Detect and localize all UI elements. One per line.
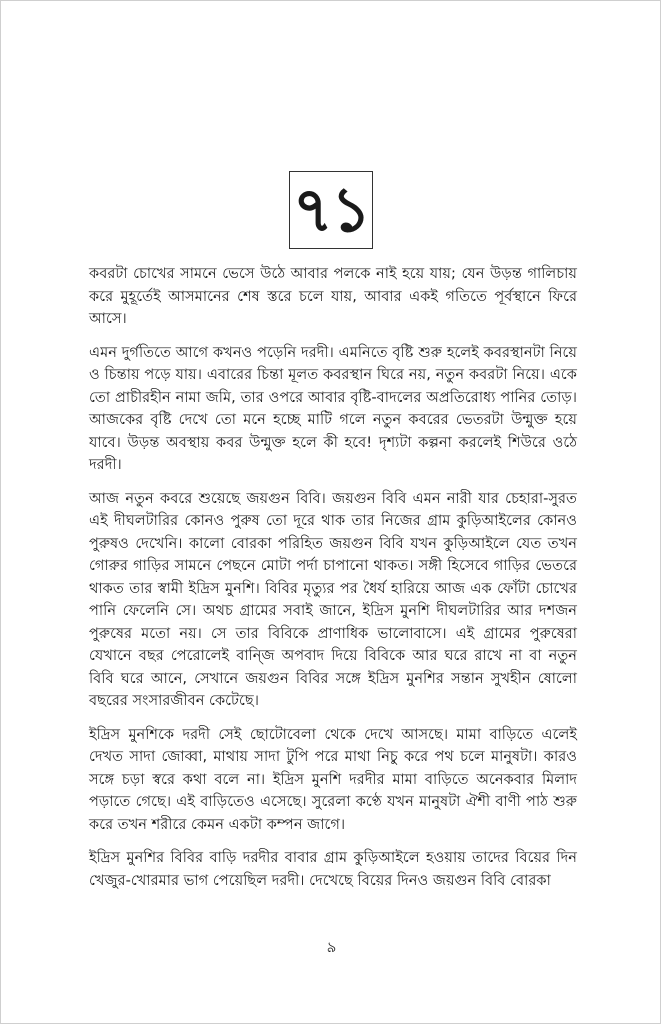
paragraph: ইদ্রিস মুনশির বিবির বাড়ি দরদীর বাবার গ্রাম কুড়িআইলে হওয়ায় তাদের বিয়ের দিন খেজুর-খোরমার ভাগ পেয়েছিল দরদী। দেখেছে বিয়ের দিনও জয়গুন বিবি বোরকা xyxy=(89,849,577,889)
paragraph: কবরটা চোখের সামনে ভেসে উঠে আবার পলকে নাই হয়ে যায়; যেন উড়ন্ত গালিচায় করে মুহূর্তেই আসমানের শেষ স্তরে চলে যায়, আবার একই গতিতে পূর্বস্থানে ফিরে আসে। xyxy=(89,265,577,327)
chapter-number-box xyxy=(289,171,373,249)
chapter-number: ৭১ xyxy=(292,173,370,246)
paragraph: আজ নতুন কবরে শুয়েছে জয়গুন বিবি। জয়গুন বিবি এমন নারী যার চেহারা-সুরত এই দীঘলটারির কোনও পুরুষ তো দূরে থাক তার নিজের গ্রাম কুড়িআইলের কোনও পুরুষও দেখেনি। কালো বোরকা পরিহিত জয়গুন বিবি যখন কুড়িআইলে যেত তখন গোরুর গাড়ির সামনে পেছনে মোটা পর্দা চাপানো থাকত। সঙ্গী হিসেবে গাড়ির ভেতরে থাকত তার স্বামী ইদ্রিস মুনশি। বিবির মৃত্যুর পর ধৈর্য হারিয়ে আজ এক ফোঁটা চোখের পানি ফেলেনি সে। অথচ গ্রামের সবাই জানে, ইদ্রিস মুনশি দীঘলটারির আর দশজন পুরুষের মতো নয়। সে তার বিবিকে প্রাণাধিক ভালোবাসে। এই গ্রামের পুরুষেরা যেখানে বছর পেরোলেই বান্জি অপবাদ দিয়ে বিবিকে আর ঘরে রাখে না বা নতুন বিবি ঘরে আনে, সেখানে জয়গুন বিবির সঙ্গে ইদ্রিস মুনশির সন্তান সুখহীন ষোলো বছরের সংসারজীবন কেটেছে। xyxy=(89,489,578,709)
page-number: ৯ xyxy=(326,938,337,956)
paragraph: এমন দুর্গতিতে আগে কখনও পড়েনি দরদী। এমনিতে বৃষ্টি শুরু হলেই কবরস্থানটা নিয়ে ও চিন্তায় পড়ে যায়। এবারের চিন্তা মূলত কবরস্থান ঘিরে নয়, নতুন কবরটা নিয়ে। একে তো প্রাচীরহীন নামা জমি, তার ওপরে আবার বৃষ্টি-বাদলের অপ্রতিরোধ্য পানির তোড়। আজকের বৃষ্টি দেখে তো মনে হচ্ছে মাটি গলে নতুন কবরের ভেতরটা উন্মুক্ত হয়ে যাবে। উড়ন্ত অবস্থায় কবর উন্মুক্ত হলে কী হবে! দৃশ্যটা কল্পনা করলেই শিউরে ওঠে দরদী। xyxy=(89,343,577,473)
paragraph: ইদ্রিস মুনশিকে দরদী সেই ছোটোবেলা থেকে দেখে আসছে। মামা বাড়িতে এলেই দেখত সাদা জোব্বা, মাথায় সাদা টুপি পরে মাথা নিচু করে পথ চলে মানুষটা। কারও সঙ্গে চড়া স্বরে কথা বলে না। ইদ্রিস মুনশি দরদীর মামা বাড়িতে অনেকবার মিলাদ পড়াতে গেছে। এই বাড়িতেও এসেছে। সুরেলা কণ্ঠে যখন মানুষটা ঐশী বাণী পাঠ শুরু করে তখন শরীরে কেমন একটা কম্পন জাগে। xyxy=(89,725,577,833)
chapter-body xyxy=(89,263,577,903)
